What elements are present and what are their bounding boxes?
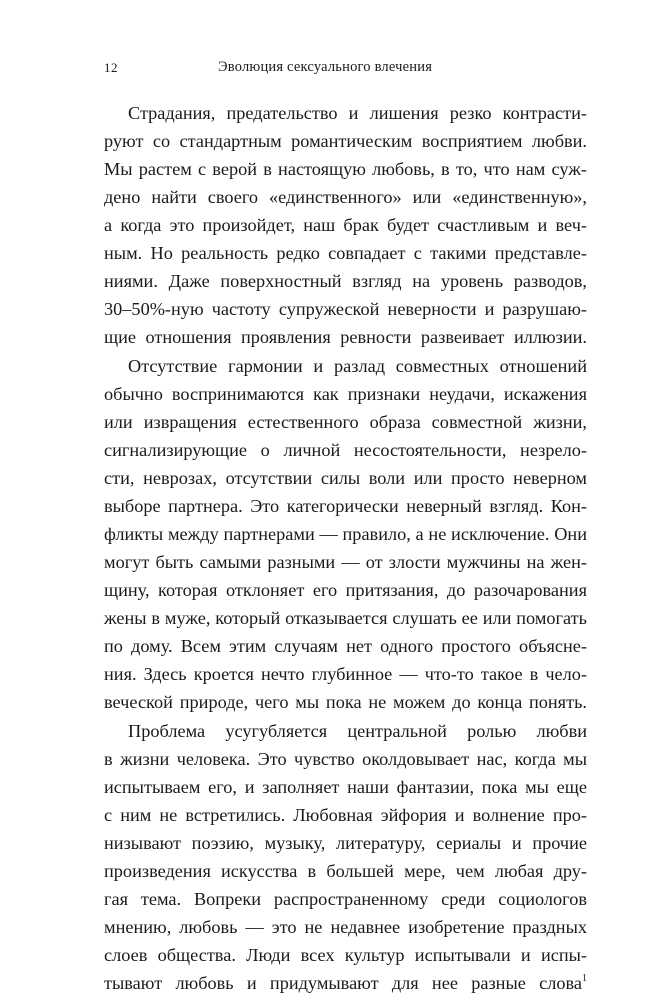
running-header: Эволюция сексуального влечения bbox=[218, 59, 433, 75]
paragraph-1 bbox=[104, 99, 587, 351]
text-line: сти, неврозах, отсутствии силы воли или просто неверном bbox=[104, 468, 587, 488]
text-line: могут быть самыми разными — от злости мужчины на жен- bbox=[104, 552, 587, 572]
text-line: щие отношения проявления ревности развеивает иллюзии. bbox=[104, 327, 587, 347]
text-line: руют со стандартным романтическим восприятием любви. bbox=[104, 131, 587, 151]
text-line: слоев общества. Люди всех культур испытывали и испы- bbox=[104, 945, 587, 965]
text-line: ным. Но реальность редко совпадает с такими представле- bbox=[104, 243, 587, 263]
text-line: щину, которая отклоняет его притязания, до разочарования bbox=[104, 580, 587, 600]
text-line-final bbox=[104, 969, 587, 997]
text-line: произведения искусства в большей мере, чем любая дру- bbox=[104, 861, 587, 881]
text-line: фликты между партнерами — правило, а не исключение. Они bbox=[104, 524, 587, 544]
text-line: с ним не встретились. Любовная эйфория и волнение про- bbox=[104, 805, 587, 825]
body-text bbox=[104, 99, 587, 997]
text-line: ния. Здесь кроется нечто глубинное — что-то такое в чело- bbox=[104, 664, 587, 684]
text-line: а когда это произойдет, наш брак будет счастливым и веч- bbox=[104, 215, 587, 235]
paragraph-2 bbox=[104, 352, 587, 716]
text-line: низывают поэзию, музыку, литературу, сериалы и прочие bbox=[104, 833, 587, 853]
page-number: 12 bbox=[104, 60, 118, 75]
text-line-content: тывают любовь и придумывают для нее разные слова bbox=[104, 973, 582, 993]
text-line: обычно воспринимаются как признаки неудачи, искажения bbox=[104, 384, 587, 404]
text-line: или извращения естественного образа совместной жизни, bbox=[104, 412, 587, 432]
text-line: в жизни человека. Это чувство околдовывает нас, когда мы bbox=[104, 749, 587, 769]
text-line: Проблема усугубляется центральной ролью любви bbox=[128, 721, 587, 741]
text-line: выборе партнера. Это категорически неверный взгляд. Кон- bbox=[104, 496, 587, 516]
text-line: дено найти своего «единственного» или «единственную», bbox=[104, 187, 587, 207]
text-line: сигнализирующие о личной несостоятельности, незрело- bbox=[104, 440, 587, 460]
text-line: по дому. Всем этим случаям нет одного простого объясне- bbox=[104, 636, 587, 656]
text-line: Отсутствие гармонии и разлад совместных отношений bbox=[128, 356, 587, 376]
text-line: 30–50%-ную частоту супружеской неверности и разрушаю- bbox=[104, 299, 587, 319]
text-line: мнению, любовь — это не недавнее изобретение праздных bbox=[104, 917, 587, 937]
text-line: Мы растем с верой в настоящую любовь, в то, что нам суж- bbox=[104, 159, 587, 179]
paragraph-3 bbox=[104, 717, 587, 997]
footnote-marker: 1 bbox=[582, 973, 587, 984]
text-line: ниями. Даже поверхностный взгляд на уровень разводов, bbox=[104, 271, 587, 291]
text-line: Страдания, предательство и лишения резко контрасти- bbox=[128, 103, 587, 123]
text-line: гая тема. Вопреки распространенному среди социологов bbox=[104, 889, 587, 909]
text-line: жены в муже, который отказывается слушать ее или помогать bbox=[104, 608, 587, 628]
text-line: испытываем его, и заполняет наши фантазии, пока мы еще bbox=[104, 777, 587, 797]
text-line: веческой природе, чего мы пока не можем до конца понять. bbox=[104, 692, 587, 712]
